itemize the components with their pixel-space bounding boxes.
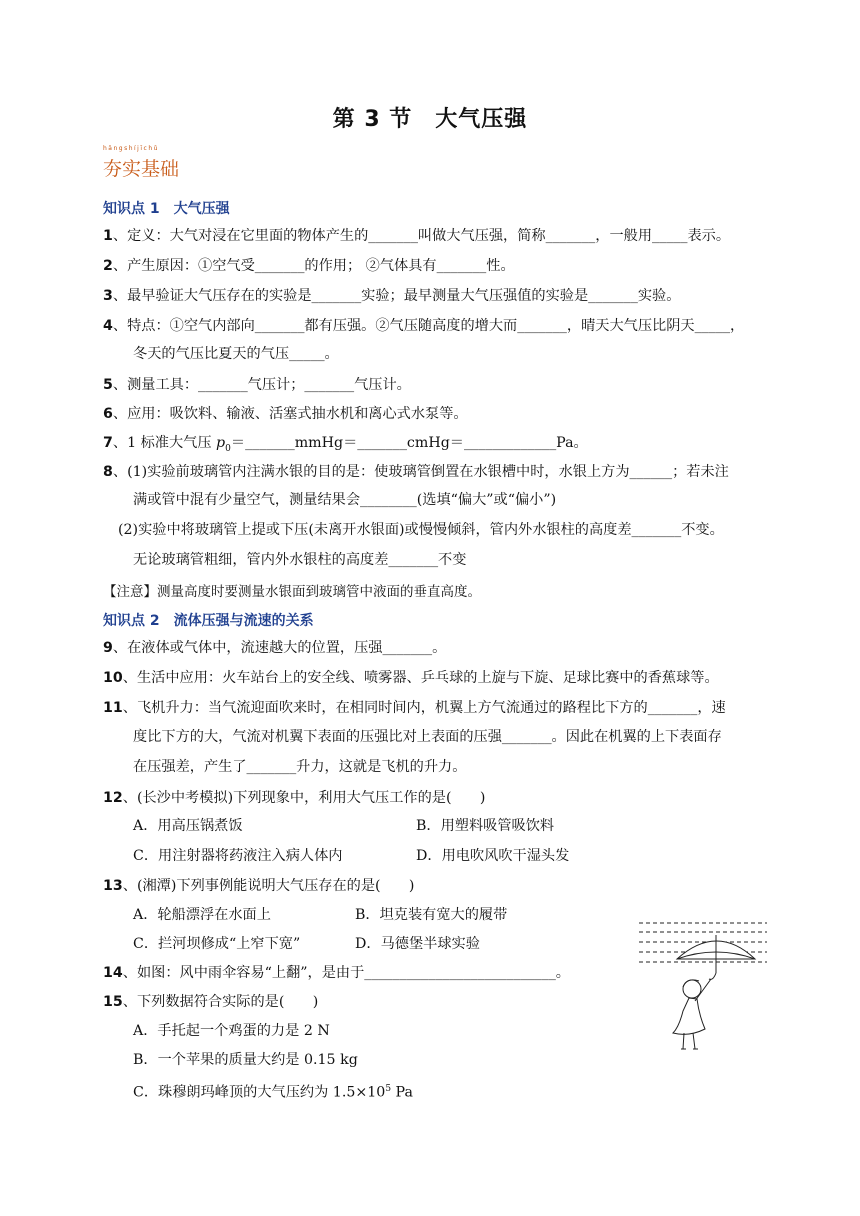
note: 【注意】测量高度时要测量水银面到玻璃管中液面的垂直高度。: [103, 584, 481, 600]
item-7: 7、1 标准大气压 $p_0=\_\_\_\_\_\_\_mmHg=\_\_\_\_\_\_\_cmHg=\_\_\_\_\_\_\_\_\_\_\_\_\_Pa$。: [103, 435, 588, 454]
item-4: 4、特点：①空气内部向_______都有压强。②气压随高度的增大而_______，晴天大气压比阴天_____，: [103, 318, 745, 334]
section-pinyin: hāngshíjīchǔ: [103, 145, 159, 152]
item-8-cont: 满或管中混有少量空气，测量结果会________(选填“偏大”或“偏小”): [133, 492, 557, 508]
item-14: 14、如图：风中雨伞容易“上翻”，是由于___________________________。: [103, 965, 570, 981]
item-6: 6、应用：吸饮料、输液、活塞式抽水机和离心式水泵等。: [103, 406, 468, 422]
item-12-option-d: D．用电吹风吹干湿头发: [416, 848, 570, 864]
girl-with-umbrella-in-wind-icon: [637, 915, 772, 1057]
item-13-option-b: B．坦克装有宽大的履带: [355, 907, 508, 923]
item-12-option-a: A．用高压锅煮饭: [133, 818, 243, 834]
item-11-cont2: 在压强差，产生了_______升力，这就是飞机的升力。: [133, 759, 467, 775]
item-11-cont: 度比下方的大，气流对机翼下表面的压强比对上表面的压强_______。因此在机翼的上下表面存: [133, 729, 722, 745]
item-8-part2-cont: 无论玻璃管粗细，管内外水银柱的高度差_______不变: [133, 552, 467, 568]
item-2: 2、产生原因：①空气受_______的作用； ②气体具有_______性。: [103, 258, 515, 274]
page-title: 第 3 节 大气压强: [332, 107, 528, 132]
item-15: 15、下列数据符合实际的是( ): [103, 994, 319, 1010]
item-8-part2: (2)实验中将玻璃管上提或下压(未离开水银面)或慢慢倾斜，管内外水银柱的高度差_______不变。: [118, 522, 724, 538]
item-12: 12、(长沙中考模拟)下列现象中，利用大气压工作的是( ): [103, 790, 486, 806]
knowledge-point-1: 知识点 1 大气压强: [103, 201, 230, 217]
item-8: 8、(1)实验前玻璃管内注满水银的目的是：使玻璃管倒置在水银槽中时，水银上方为______；若未注: [103, 464, 729, 480]
item-13-option-c: C．拦河坝修成“上窄下宽”: [133, 936, 301, 952]
item-10: 10、生活中应用：火车站台上的安全线、喷雾器、乒乓球的上旋与下旋、足球比赛中的香蕉球等。: [103, 670, 719, 686]
item-15-option-a: A．手托起一个鸡蛋的力是 2 N: [133, 1023, 330, 1039]
item-13-option-d: D．马德堡半球实验: [355, 936, 480, 952]
item-5: 5、测量工具：_______气压计；_______气压计。: [103, 377, 411, 393]
item-15-option-c: C．珠穆朗玛峰顶的大气压约为 $1.5\times 10^5$ Pa: [133, 1084, 413, 1101]
item-1: 1、定义：大气对浸在它里面的物体产生的_______叫做大气压强，简称_______，一般用_____表示。: [103, 228, 731, 244]
section-heading: 夯实基础: [103, 158, 180, 180]
item-9: 9、在液体或气体中，流速越大的位置，压强_______。: [103, 640, 447, 656]
item-3: 3、最早验证大气压存在的实验是_______实验；最早测量大气压强值的实验是_______实验。: [103, 288, 681, 304]
item-4-cont: 冬天的气压比夏天的气压_____。: [133, 346, 339, 362]
item-12-option-c: C．用注射器将药液注入病人体内: [133, 848, 343, 864]
item-13-option-a: A．轮船漂浮在水面上: [133, 907, 271, 923]
item-12-option-b: B．用塑料吸管吸饮料: [416, 818, 555, 834]
item-13: 13、(湘潭)下列事例能说明大气压存在的是( ): [103, 878, 415, 894]
item-11: 11、飞机升力：当气流迎面吹来时，在相同时间内，机翼上方气流通过的路程比下方的_______，速: [103, 700, 726, 716]
knowledge-point-2: 知识点 2 流体压强与流速的关系: [103, 613, 314, 629]
item-15-option-b: B．一个苹果的质量大约是 0.15 kg: [133, 1052, 358, 1068]
